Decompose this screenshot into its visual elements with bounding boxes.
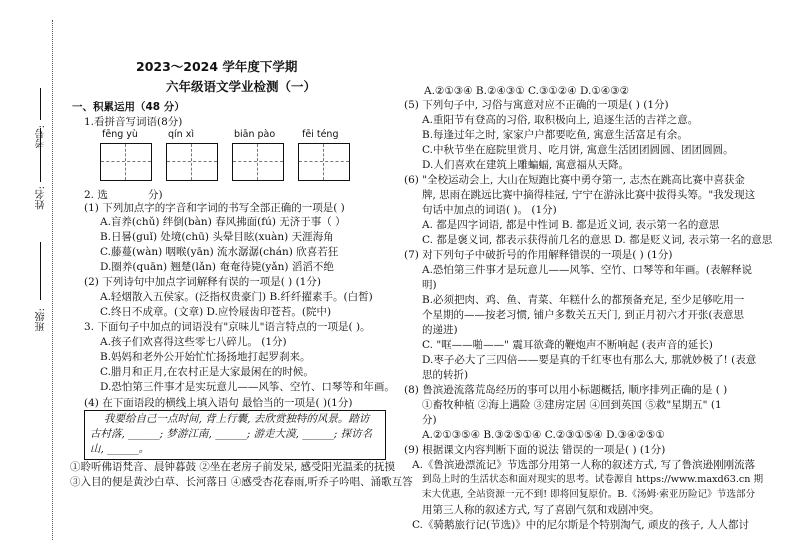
right-column bbox=[404, 0, 790, 550]
r-line-12: (7) 对下列句子中破折号的作用解释错误的一项是( ) (1分) bbox=[404, 249, 673, 261]
r-line-28: 末大优惠, 全站资源一元不到! 即将回复原价。B.《汤姆·索亚历险记》节选部分 bbox=[422, 489, 756, 500]
pinyin-1: fēng yù bbox=[102, 129, 138, 140]
q-line-2: A.盲养(chǔ) 绊倒(bàn) 春风拂面(fú) 无济于事（ ） bbox=[100, 216, 346, 228]
r-line-21: (8) 鲁滨逊流落荒岛经历的事可以用小标题概括, 顺序排列正确的是 ( ) bbox=[404, 384, 728, 396]
section-heading: 一、积累运用（48 分） bbox=[72, 101, 185, 113]
left-column bbox=[70, 0, 413, 550]
r-line-19: D.枣子必大了三四倍——要是真的千红枣也有那么大, 那就妙极了! (表意 bbox=[422, 354, 757, 366]
r-line-11: C. 都是褒义词, 都表示获得前几名的意思 D. 都是贬义词, 表示第一名的意思 bbox=[422, 234, 773, 246]
q-line-1: (1) 下列加点字的字音和字词的书写全部正确的一项是( ) bbox=[84, 202, 345, 214]
class-label: 班级: bbox=[36, 308, 47, 332]
pinyin-4: fēi téng bbox=[302, 129, 339, 140]
q-line-7: A.轻烟散入五侯家。(泛指权贵豪门) B.纤纤擢素手。(白皙) bbox=[100, 291, 373, 303]
r-line-18: C. "哐——啪——" 震耳欲聋的鞭炮声不断响起 (表声音的延长) bbox=[422, 339, 713, 351]
r-line-17: 的递进) bbox=[422, 324, 458, 336]
r-line-29: 用第三人称的叙述方式, 写了喜剧气氛和戏剧冲突。 bbox=[422, 504, 660, 516]
writing-grid-1[interactable] bbox=[100, 143, 152, 181]
option-line-1: ①聆听佛语梵音、晨钟暮鼓 ②坐在老房子前发呆, 感受阳光温柔的抚摸 bbox=[70, 461, 396, 473]
class-field-line[interactable] bbox=[40, 242, 41, 300]
r-line-8: 牌, 思雨在跳远比赛中摘得桂冠, 宁宁在游泳比赛中拔得头筹。"我发现这 bbox=[422, 189, 756, 201]
question-2: 2. 选 bbox=[84, 189, 108, 201]
r-line-25: (9) 根据课文内容判断下面的说法 错误的一项是( ) (1分) bbox=[404, 444, 666, 456]
pinyin-2: qín xì bbox=[168, 129, 194, 140]
r-line-22: ①畜牧种植 ②海上遇险 ③建房定居 ④回到英国 ⑤救"星期五" (1 bbox=[422, 399, 722, 411]
q-line-8: C.终日不成章。(文章) D.应怜屐齿印苍苔。(院中) bbox=[100, 306, 332, 318]
writing-grid-3[interactable] bbox=[232, 143, 284, 181]
r-line-20: 思的转折) bbox=[422, 369, 469, 381]
q-line-12: C.腊月和正月,在农村正是大家最闲在的时候。 bbox=[100, 366, 314, 378]
r-line-5: C.中秋节坐在庭院里赏月、吃月饼, 寓意生活团团圆圆、团团圆圆。 bbox=[422, 144, 734, 156]
passage-line-2: 古村落, ______; 梦游江南, ______; 游走大漠, ______; 探访名 bbox=[90, 428, 373, 440]
r-line-1: A.②①③④ B.②④③① C.③①②④ D.①④③② bbox=[424, 85, 629, 97]
binding-fold-line bbox=[52, 20, 53, 540]
r-line-24: A.②①③⑤④ B.③②⑤①④ C.②③①⑤④ D.③④②⑤① bbox=[422, 429, 665, 441]
exam-subtitle: 六年级语文学业检测（一） bbox=[166, 79, 317, 94]
r-line-16: 个星期的——按老习惯, 铺户多数关五天门, 到正月初六才开张(表意思 bbox=[422, 309, 744, 321]
r-line-23: 分) bbox=[422, 414, 437, 426]
pinyin-3: biān pào bbox=[234, 129, 276, 140]
writing-grid-4[interactable] bbox=[298, 143, 350, 181]
r-line-13: A.恐怕第三件事才是玩意儿——风筝、空竹、口琴等和年画。(表解释说 bbox=[422, 264, 753, 276]
writing-grid-2[interactable] bbox=[166, 143, 218, 181]
passage-line-1: 我要给自己一点时间, 背上行囊, 去欣赏独特的风景。踏访 bbox=[104, 413, 370, 425]
r-line-9: 句话中加点的词语( )。 (1分) bbox=[422, 204, 557, 216]
q-line-4: C.藤蔓(wàn) 咽喉(yān) 流水潺潺(chán) 欣喜若狂 bbox=[100, 246, 339, 258]
r-line-4: B.每逢过年之时, 家家户户都要吃鱼, 寓意生活富足有余。 bbox=[422, 129, 688, 141]
question-2-points: 分) bbox=[148, 189, 163, 201]
r-line-3: A.重阳节有登高的习俗, 取积极向上, 追逐生活的吉祥之意。 bbox=[422, 114, 699, 126]
r-line-2: (5) 下列句子中, 习俗与寓意对应不正确的一项是( ) (1分) bbox=[404, 99, 669, 111]
q-line-3: B.日晷(guǐ) 处境(chū) 头晕目眩(xuàn) 天涯海角 bbox=[100, 231, 334, 243]
r-line-6: D.人们喜欢在建筑上雕蝙蝠, 寓意福从天降。 bbox=[422, 159, 630, 171]
question-1: 1.看拼音写词语(8分) bbox=[84, 116, 183, 128]
q-line-5: D.圈养(quān) 翘楚(lǎn) 奄奄待毙(yǎn) 滔滔不绝 bbox=[100, 261, 334, 273]
number-field-line[interactable] bbox=[40, 88, 41, 120]
exam-title: 2023～2024 学年度下学期 bbox=[136, 59, 298, 74]
q-line-14: (4) 在下面语段的横线上填入语句 最恰当的一项是( )(1分) bbox=[84, 397, 353, 409]
q-line-6: (2) 下列诗句中加点字词解释有误的一项是( ) (1分) bbox=[84, 276, 321, 288]
q-line-11: B.妈妈和老外公开始忙忙扬扬地打起罗刹来。 bbox=[100, 351, 311, 363]
r-line-10: A. 都是四字词语, 都是中性词 B. 都是近义词, 表示第一名的意思 bbox=[422, 219, 720, 231]
r-line-26: A.《鲁滨逊漂流记》节选部分用第一人称的叙述方式, 写了鲁滨逊刚刚流落 bbox=[412, 459, 756, 471]
passage-line-3: 山, ______。 bbox=[90, 443, 150, 455]
r-line-27: 到岛上时的生活状态和面对现实的思考。试卷源自 https://www.maxd63.cn 期 bbox=[422, 474, 764, 485]
q-line-9: 3. 下面句子中加点的词语没有"京味儿"语言特点的一项是( )。 bbox=[84, 321, 371, 333]
r-line-30: C.《骑鹅旅行记(节选)》中的尼尔斯是个特别淘气, 顽皮的孩子, 人人都讨 bbox=[412, 519, 750, 531]
r-line-7: (6) "全校运动会上, 大山在短跑比赛中勇夺第一, 志杰在跳高比赛中喜获金 bbox=[404, 174, 745, 186]
q-line-10: A.孩子们欢喜得这些零七八碎儿。 (1分) bbox=[100, 336, 287, 348]
name-label: 姓名: bbox=[36, 186, 47, 210]
q-line-13: D.恐怕第三件事才是实玩意儿——风筝、空竹、口琴等和年画。 bbox=[100, 381, 395, 393]
number-label: 考号: bbox=[36, 125, 47, 149]
r-line-14: 明) bbox=[422, 279, 437, 291]
r-line-15: B.必须把肉、鸡、鱼、青菜、年糕什么的都预备充足, 至少足够吃用一 bbox=[422, 294, 745, 306]
option-line-2: ③入目的便是黄沙白草、长河落日 ④感受杏花春雨,听乔子吟唱、涌歌互答 bbox=[70, 476, 413, 488]
